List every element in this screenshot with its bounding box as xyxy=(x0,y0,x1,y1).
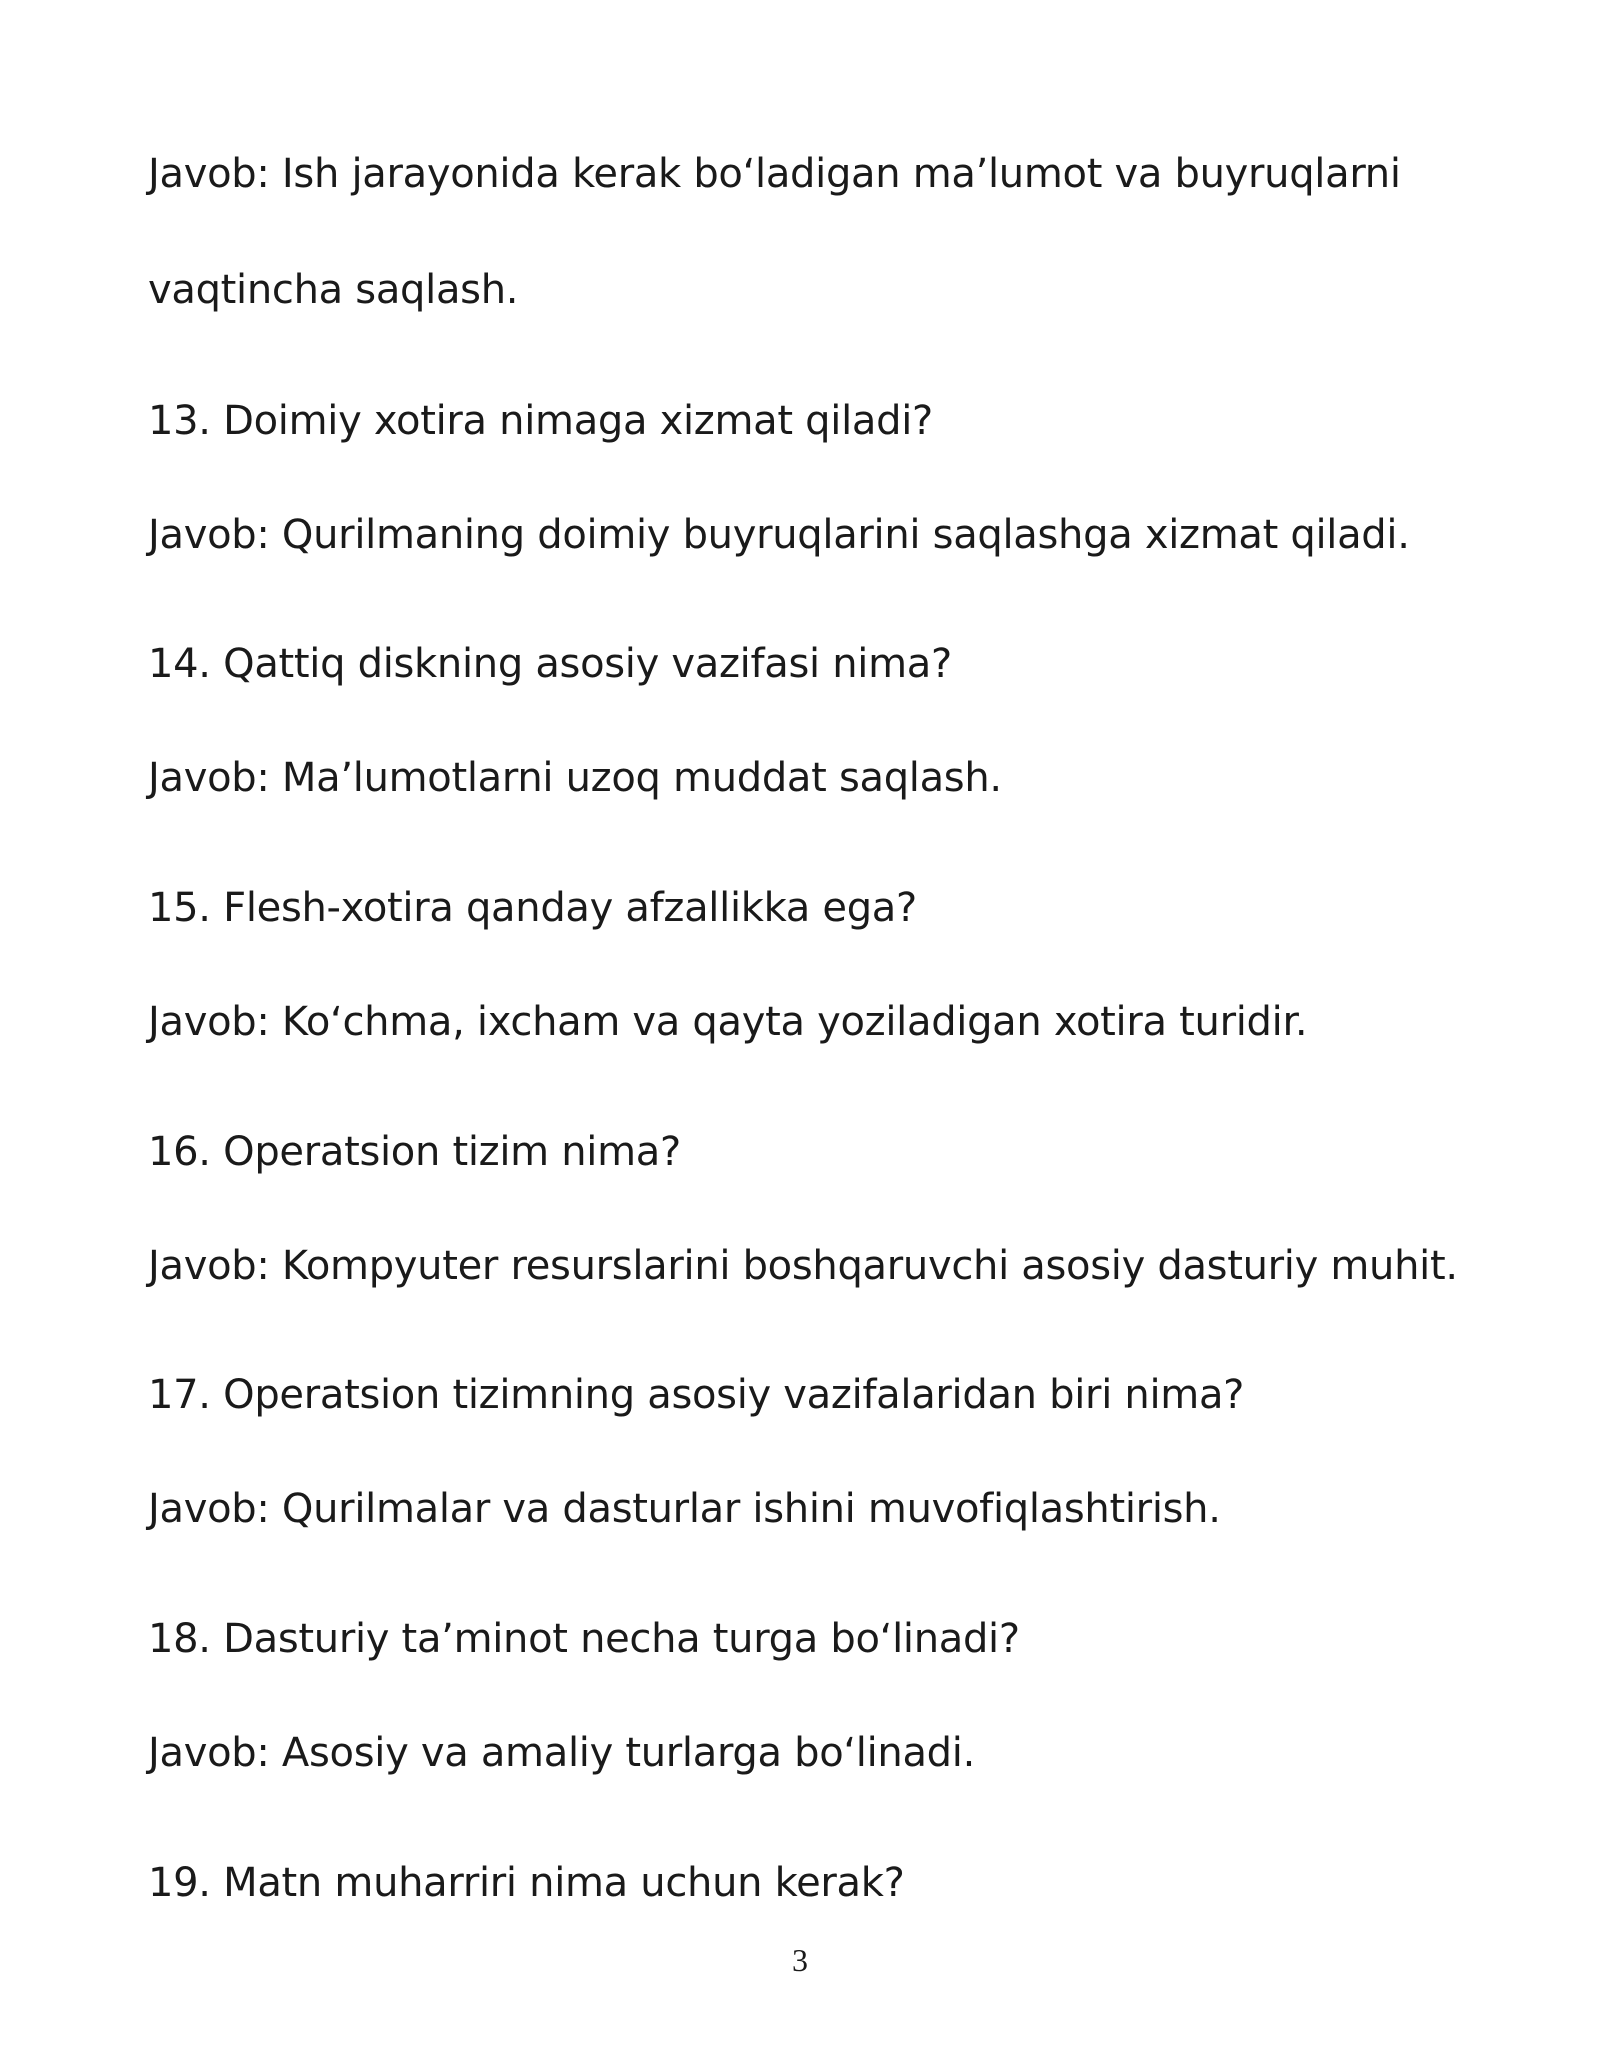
answer-16: Javob: Kompyuter resurslarini boshqaruvchi asosiy dasturiy muhit. xyxy=(148,1243,1458,1289)
answer-17: Javob: Qurilmalar va dasturlar ishini muvofiqlashtirish. xyxy=(148,1486,1221,1532)
answer-15: Javob: Koʻchma, ixcham va qayta yoziladigan xotira turidir. xyxy=(148,999,1308,1045)
answer-18: Javob: Asosiy va amaliy turlarga boʻlinadi. xyxy=(148,1730,976,1776)
answer-12-line-2: vaqtincha saqlash. xyxy=(148,267,519,313)
question-19: 19. Matn muharriri nima uchun kerak? xyxy=(148,1860,905,1906)
question-18: 18. Dasturiy taʼminot necha turga boʻlinadi? xyxy=(148,1616,1020,1662)
answer-13: Javob: Qurilmaning doimiy buyruqlarini saqlashga xizmat qiladi. xyxy=(148,512,1410,558)
question-17: 17. Operatsion tizimning asosiy vazifalaridan biri nima? xyxy=(148,1372,1245,1418)
question-14: 14. Qattiq diskning asosiy vazifasi nima? xyxy=(148,641,952,687)
question-13: 13. Doimiy xotira nimaga xizmat qiladi? xyxy=(148,398,933,444)
question-16: 16. Operatsion tizim nima? xyxy=(148,1129,681,1175)
answer-12-line-1: Javob: Ish jarayonida kerak boʻladigan maʼlumot va buyruqlarni xyxy=(148,151,1401,197)
page-number: 3 xyxy=(792,1942,808,1978)
answer-14: Javob: Maʼlumotlarni uzoq muddat saqlash. xyxy=(148,755,1002,801)
question-15: 15. Flesh-xotira qanday afzallikka ega? xyxy=(148,885,917,931)
